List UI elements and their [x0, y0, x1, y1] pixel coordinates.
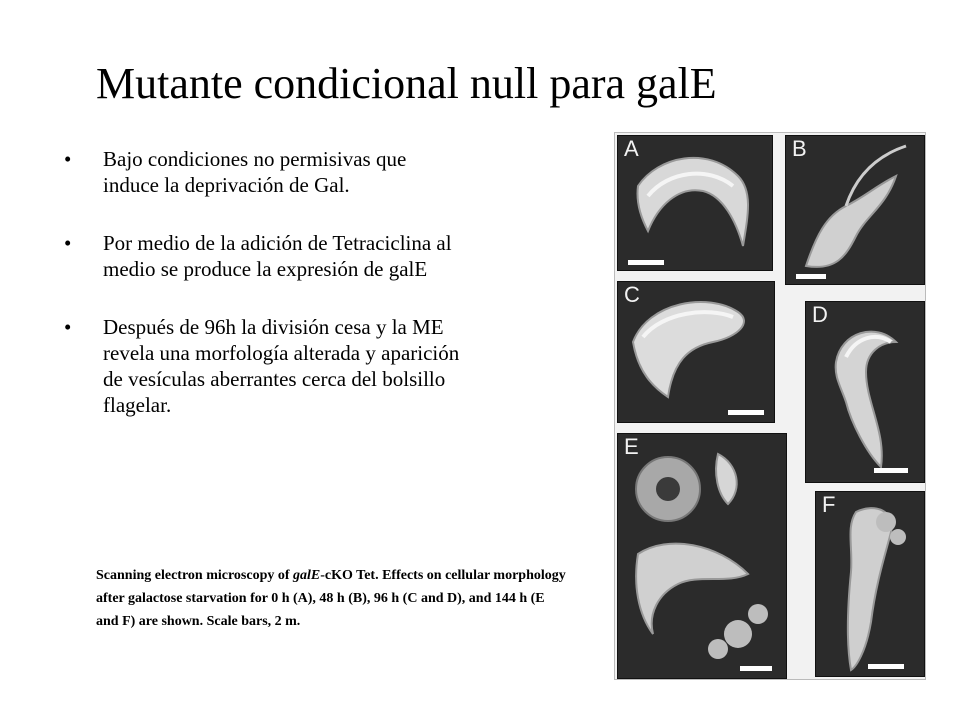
scale-bar-e: [740, 666, 772, 671]
panel-b: [785, 135, 925, 285]
scale-bar-a: [628, 260, 664, 265]
scale-bar-b: [796, 274, 826, 279]
bullet-item-1: [64, 146, 464, 198]
caption-prefix: Scanning electron microscopy of: [96, 568, 294, 583]
slide-title: Mutante condicional null para galE: [96, 59, 717, 108]
scale-bar-c: [728, 410, 764, 415]
cell-image-a: [618, 136, 772, 270]
panel-e: [617, 433, 787, 679]
bullet-text-2: Por medio de la adición de Tetraciclina al medio se produce la expresión de galE: [103, 231, 452, 281]
bullet-text-1: Bajo condiciones no permisivas que induce la deprivación de Gal.: [103, 147, 407, 197]
caption-gene: galE: [293, 568, 321, 583]
cell-image-f: [816, 492, 924, 676]
scale-bar-f: [868, 664, 904, 669]
panel-d: [805, 301, 925, 483]
cell-image-c: [618, 282, 774, 422]
bullet-list: [64, 146, 464, 418]
panel-f: [815, 491, 925, 677]
bullet-item-2: [64, 230, 464, 282]
cell-image-d: [806, 302, 924, 482]
bullet-item-3: [64, 314, 464, 418]
panel-label-b: B: [792, 136, 807, 161]
cell-image-b: [786, 136, 924, 284]
scale-bar-d: [874, 468, 908, 473]
panel-a: [617, 135, 773, 271]
panel-label-d: D: [812, 302, 828, 327]
panel-label-c: C: [624, 282, 640, 307]
bullet-text-3: Después de 96h la división cesa y la ME revela una morfología alterada y aparición de vesículas aberrantes cerca del bolsillo flagelar.: [103, 315, 460, 417]
bullet-dot: •: [64, 147, 72, 171]
cell-image-e: [618, 434, 786, 678]
bullet-dot: •: [64, 231, 72, 255]
bullet-dot: •: [64, 315, 72, 339]
figure-caption: [96, 564, 566, 633]
panel-c: [617, 281, 775, 423]
caption-suffix: -cKO Tet. Effects on cellular morphology after galactose starvation for 0 h (A), 48 h (B), 96 h (C and D), and 144 h (E and F) are shown. Scale bars, 2 m.: [96, 568, 566, 629]
panel-label-e: E: [624, 434, 639, 459]
sem-figure: [614, 132, 926, 680]
panel-label-f: F: [822, 492, 836, 517]
panel-label-a: A: [624, 136, 639, 161]
